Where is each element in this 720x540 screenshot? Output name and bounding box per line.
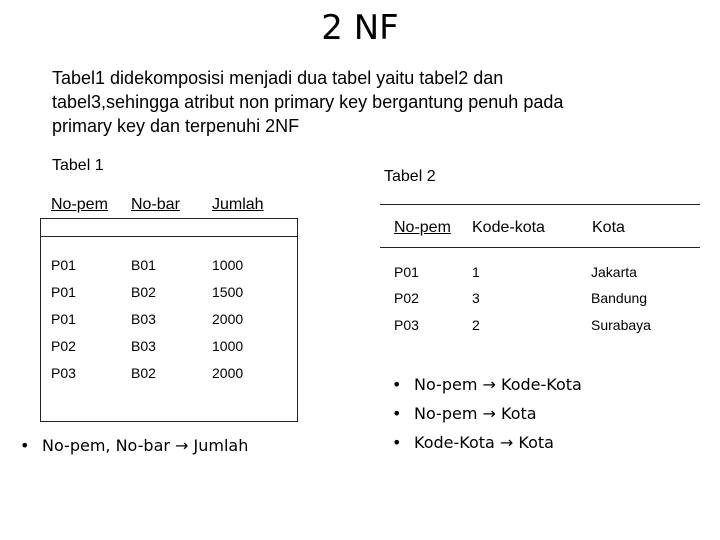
table1-cell: 2000 — [212, 365, 244, 381]
table1-cell: P01 — [51, 284, 76, 300]
table1-cell: P01 — [51, 311, 76, 327]
table2-header-kota: Kota — [592, 219, 625, 236]
intro-line: Tabel1 didekomposisi menjadi dua tabel yaitu tabel2 dan — [52, 68, 504, 88]
table2-cell: Bandung — [591, 290, 648, 306]
bullet-text: No-pem → Kode-Kota — [414, 375, 582, 394]
bullet-text: No-pem → Kota — [414, 404, 537, 423]
intro-line: tabel3,sehingga atribut non primary key bergantung penuh pada — [52, 92, 564, 112]
bullet-item-right — [392, 375, 582, 395]
table1-header-divider — [40, 236, 298, 237]
table1-cell: P03 — [51, 365, 76, 381]
bullet-dot: • — [392, 433, 402, 452]
table1-label: Tabel 1 — [52, 157, 104, 174]
bullet-item-right — [392, 404, 537, 424]
table1-header-no-pem: No-pem — [51, 196, 108, 213]
bullet-item-right — [392, 433, 554, 453]
intro-line: primary key dan terpenuhi 2NF — [52, 116, 300, 136]
slide-title: 2 NF — [321, 8, 399, 48]
table1-cell: P01 — [51, 257, 76, 273]
table2-header-no-pem: No-pem — [394, 219, 451, 236]
table1-cell: P02 — [51, 338, 76, 354]
bullet-item-left — [20, 436, 248, 456]
intro-paragraph — [52, 66, 672, 138]
table2-cell: 3 — [472, 290, 480, 306]
table2-cell: Jakarta — [591, 264, 637, 280]
table1-cell: B03 — [131, 338, 156, 354]
bullet-dot: • — [392, 404, 402, 423]
bullet-text: Kode-Kota → Kota — [414, 433, 554, 452]
table1-header-no-bar: No-bar — [131, 196, 180, 213]
table2-cell: P03 — [394, 317, 419, 333]
bullet-dot: • — [20, 436, 30, 455]
table1-cell: B02 — [131, 365, 156, 381]
table1-cell: B03 — [131, 311, 156, 327]
table2-top-rule — [380, 204, 700, 205]
table2-cell: 2 — [472, 317, 480, 333]
table1-cell: B02 — [131, 284, 156, 300]
table2-header-divider — [380, 247, 700, 248]
bullet-text: No-pem, No-bar → Jumlah — [42, 436, 249, 455]
bullet-dot: • — [392, 375, 402, 394]
table1-frame — [40, 218, 298, 422]
table1-cell: B01 — [131, 257, 156, 273]
table1-header-jumlah: Jumlah — [212, 196, 264, 213]
table2-label: Tabel 2 — [384, 168, 436, 185]
table1-cell: 2000 — [212, 311, 244, 327]
table2-header-kode-kota: Kode-kota — [472, 219, 545, 236]
table2-cell: P01 — [394, 264, 419, 280]
table2-cell: P02 — [394, 290, 419, 306]
table1-cell: 1000 — [212, 257, 244, 273]
table2-cell: 1 — [472, 264, 480, 280]
table2-cell: Surabaya — [591, 317, 651, 333]
table1-cell: 1000 — [212, 338, 244, 354]
table1-cell: 1500 — [212, 284, 244, 300]
